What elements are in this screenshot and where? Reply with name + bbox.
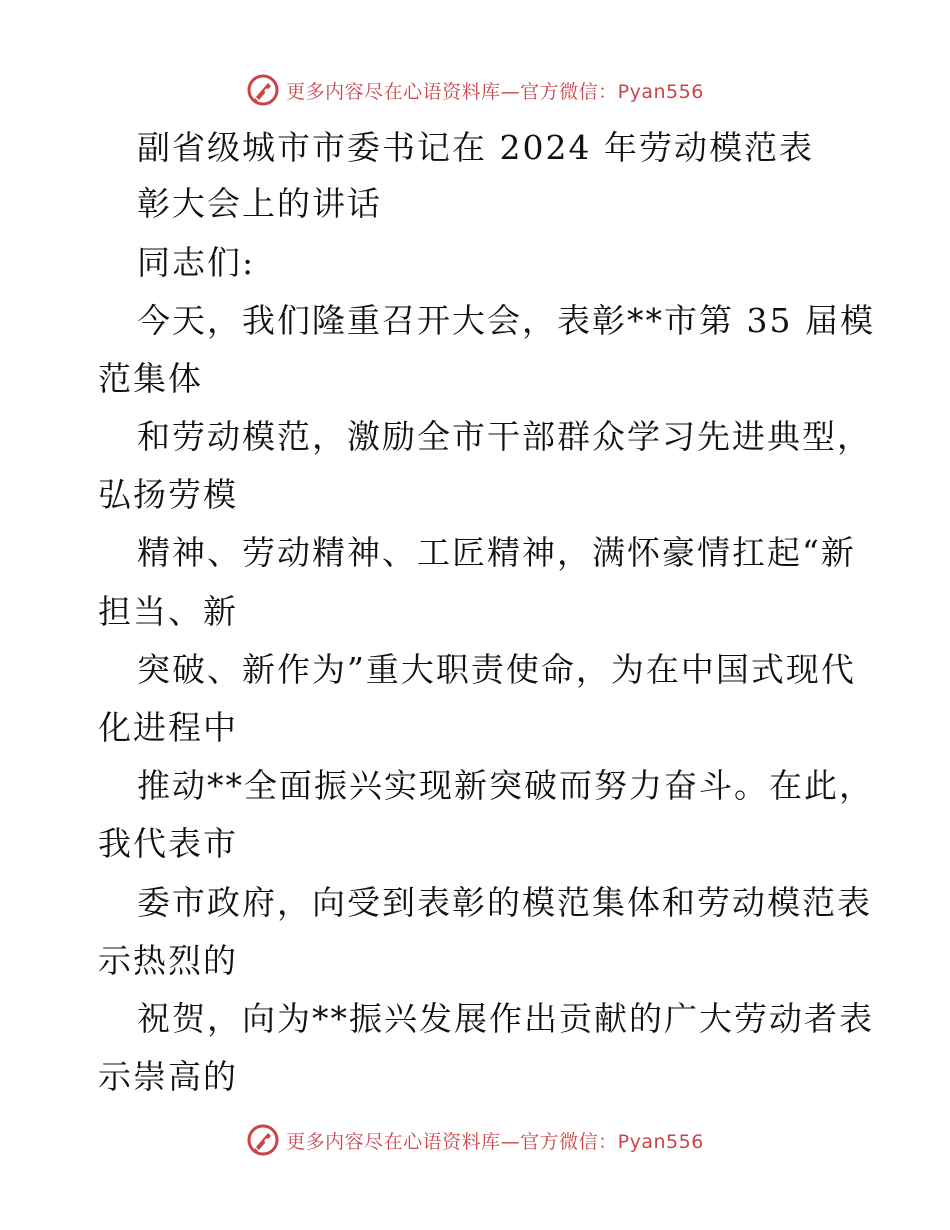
doc-title-line-1: 副省级城市市委书记在 2024 年劳动模范表 xyxy=(137,128,814,167)
pen-nib-seal-icon xyxy=(246,73,280,107)
doc-paragraph-line: 推动**全面振兴实现新突破而努力奋斗。在此， xyxy=(137,766,874,805)
doc-paragraph-line: 委市政府，向受到表彰的模范集体和劳动模范表 xyxy=(137,883,872,922)
header-banner-text: 更多内容尽在心语资料库—官方微信：Pyan556 xyxy=(286,80,704,103)
doc-paragraph-line: 弘扬劳模 xyxy=(98,475,238,514)
footer-banner-text: 更多内容尽在心语资料库—官方微信：Pyan556 xyxy=(286,1130,704,1153)
doc-paragraph-line: 我代表市 xyxy=(98,824,238,863)
doc-paragraph-line: 担当、新 xyxy=(98,592,238,631)
doc-paragraph-line: 突破、新作为”重大职责使命，为在中国式现代 xyxy=(137,650,856,689)
doc-paragraph-line: 示崇高的 xyxy=(98,1057,238,1096)
doc-paragraph-line: 精神、劳动精神、工匠精神，满怀豪情扛起“新 xyxy=(137,533,856,572)
footer-banner xyxy=(0,1120,950,1160)
doc-paragraph-line: 今天，我们隆重召开大会，表彰**市第 35 届模 xyxy=(137,301,875,340)
doc-salutation: 同志们: xyxy=(137,243,256,282)
doc-paragraph-line: 化进程中 xyxy=(98,708,238,747)
doc-paragraph-line: 范集体 xyxy=(98,359,203,398)
pen-nib-seal-icon xyxy=(246,1123,280,1157)
doc-paragraph-line: 祝贺，向为**振兴发展作出贡献的广大劳动者表 xyxy=(137,999,874,1038)
doc-paragraph-line: 示热烈的 xyxy=(98,941,238,980)
doc-paragraph-line: 和劳动模范，激励全市干部群众学习先进典型， xyxy=(137,417,872,456)
header-banner xyxy=(0,70,950,110)
doc-title-line-2: 彰大会上的讲话 xyxy=(137,184,382,223)
